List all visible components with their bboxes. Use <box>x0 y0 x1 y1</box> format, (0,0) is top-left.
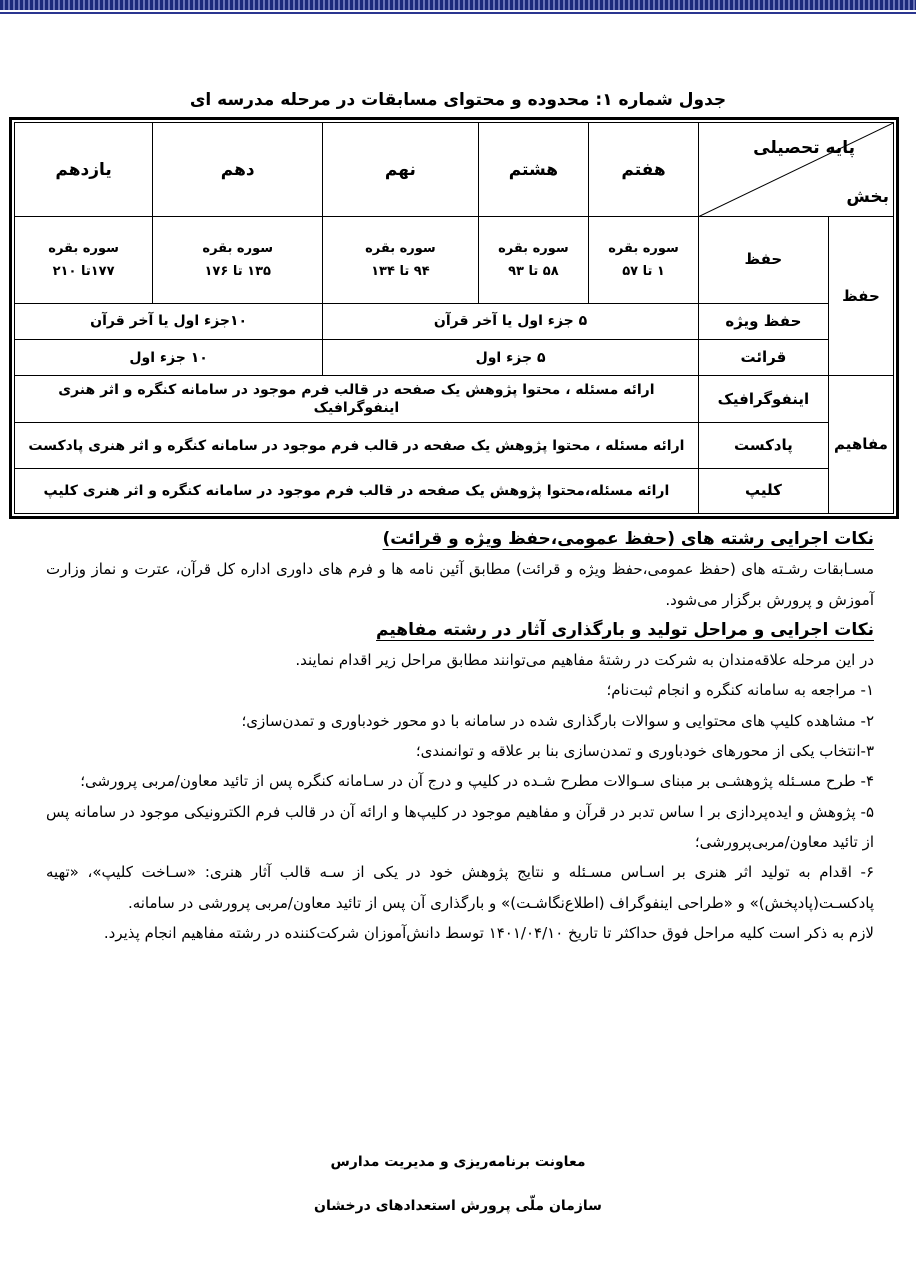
cell-line-1: سوره بقره <box>365 240 436 256</box>
row-label-clip: کلیپ <box>698 468 828 513</box>
deadline-note: لازم به ذکر است کلیه مراحل فوق حداکثر تا تاریخ ۱۴۰۱/۰۴/۱۰ توسط دانش‌آموزان شرکت‌کننده در رشته مفاهیم انجام پذیرد. <box>103 923 874 942</box>
section2-intro: در این مرحله علاقه‌مندان به شرکت در رشتهٔ مفاهیم می‌توانند مطابق مراحل زیر اقدام نمایند. <box>295 651 874 670</box>
step-1: ۱- مراجعه به سامانه کنگره و انجام ثبت‌نام؛ <box>606 681 874 700</box>
competition-table-frame <box>9 117 899 519</box>
table-caption: جدول شماره ۱: محدوده و محتوای مسابقات در مرحله مدرسه ای <box>189 90 727 110</box>
header-row <box>15 123 894 217</box>
cell-line-2: ۱ تا ۵۷ <box>622 264 665 280</box>
row-hefz-vizhe <box>15 303 894 339</box>
cell-line-1: سوره بقره <box>202 240 274 256</box>
hefz-cell-9 <box>323 217 478 303</box>
cell-line-1: سوره بقره <box>608 240 679 256</box>
row-hefz <box>15 217 894 303</box>
cell-line-2: ۱۳۵ تا ۱۷۶ <box>204 264 271 280</box>
hefz-cell-8 <box>478 217 589 303</box>
section2-heading: نکات اجرایی و مراحل تولید و بارگذاری آثار در رشته مفاهیم <box>376 619 874 640</box>
row-clip <box>15 468 894 513</box>
cell-line-2: ۵۸ تا ۹۳ <box>508 264 559 280</box>
row-label-qeraat: قرائت <box>698 340 828 376</box>
row-label-hefz: حفظ <box>698 217 828 303</box>
competition-table <box>14 122 894 514</box>
hefz-cell-10 <box>153 217 323 303</box>
row-label-podcast: پادکست <box>698 423 828 468</box>
hefz-vizhe-grades-7-9: ۵ جزء اول یا آخر قرآن <box>323 303 699 339</box>
grade-8: هشتم <box>478 123 589 217</box>
cell-line-1: سوره بقره <box>498 240 569 256</box>
row-label-hefz-vizhe: حفظ ویژه <box>698 303 828 339</box>
step-2: ۲- مشاهده کلیپ های محتوایی و سوالات بارگذاری شده در سامانه با دو محور خودباوری و تمدن‌سازی؛ <box>241 711 874 730</box>
qeraat-grades-7-9: ۵ جزء اول <box>323 340 699 376</box>
grade-10: دهم <box>153 123 323 217</box>
qeraat-grades-10-11: ۱۰ جزء اول <box>15 340 323 376</box>
step-4: ۴- طرح مسـئله پژوهشـی بر مبنای سـوالات مطرح شـده در کلیپ و درج آن در سـامانه کنگره پس از تائید معاون/مربی پرورشی؛ <box>80 772 874 791</box>
cell-line-2: ۹۴ تا ۱۳۴ <box>371 264 430 280</box>
hefz-cell-7 <box>589 217 699 303</box>
step-6: ۶- اقدام به تولید اثر هنری بر اسـاس مسـئله و نتایج پژوهش خود در یکی از سـه قالب آثار هنری: «سـاخت کلیپ»، «تهیه پادکسـت(پادپخش)» و «طراحی اینفوگراف (اطلاع‌نگاشـت)» و بارگذاری آن پس از تائید معاون/مربی پرورشی در سامانه. <box>46 863 874 912</box>
hefz-vizhe-grades-10-11: ۱۰جزء اول یا آخر قرآن <box>15 303 323 339</box>
header-diagonal-cell <box>698 123 893 217</box>
section-hefz: حفظ <box>828 217 893 376</box>
hefz-cell-11 <box>15 217 153 303</box>
cell-line-1: سوره بقره <box>48 240 119 256</box>
section-axis-label: بخش <box>846 187 889 208</box>
row-qeraat <box>15 340 894 376</box>
row-infographic <box>15 376 894 423</box>
footer-department: معاونت برنامه‌ریزی و مدیریت مدارس <box>330 1154 586 1170</box>
cell-line-2: ۱۷۷تا ۲۱۰ <box>52 264 115 280</box>
top-border-band <box>0 0 916 10</box>
grade-11: یازدهم <box>15 123 153 217</box>
document-body <box>46 524 874 948</box>
podcast-description: ارائه مسئله ، محتوا پژوهش یک صفحه در قالب فرم موجود در سامانه کنگره و اثر هنری پادکست <box>15 423 699 468</box>
row-podcast <box>15 423 894 468</box>
clip-description: ارائه مسئله،محتوا پژوهش یک صفحه در قالب فرم موجود در سامانه کنگره و اثر هنری کلیپ <box>15 468 699 513</box>
footer-organization: سازمان ملّی پرورش استعدادهای درخشان <box>314 1198 602 1214</box>
step-3: ۳-انتخاب یکی از محورهای خودباوری و تمدن‌سازی بنا بر علاقه و توانمندی؛ <box>415 742 874 761</box>
section-mafahim: مفاهیم <box>828 376 893 514</box>
step-5: ۵- پژوهش و ایده‌پردازی بر ا ساس تدبر در قرآن و مفاهیم موجود در کلیپ‌ها و ارائه آن در قالب فرم الکترونیکی موجود در سامانه پس از تائید معاون/مربی‌پرورشی؛ <box>46 802 874 851</box>
grade-axis-label: پایه تحصیلی <box>753 138 855 158</box>
row-label-infographic: اینفوگرافیک <box>698 376 828 423</box>
infographic-description: ارائه مسئله ، محتوا پژوهش یک صفحه در قالب فرم موجود در سامانه کنگره و اثر هنری اینفوگرافیک <box>15 376 699 423</box>
section1-heading: نکات اجرایی رشته های (حفظ عمومی،حفظ ویژه و قرائت) <box>382 529 874 549</box>
section1-paragraph: مسـابقات رشـته های (حفظ عمومی،حفظ ویژه و قرائت) مطابق آئین نامه ها و فرم های داوری اداره کل قرآن، عترت و نماز وزارت آموزش و پرورش برگزار می‌شود. <box>46 560 874 609</box>
grade-9: نهم <box>323 123 478 217</box>
grade-7: هفتم <box>589 123 699 217</box>
